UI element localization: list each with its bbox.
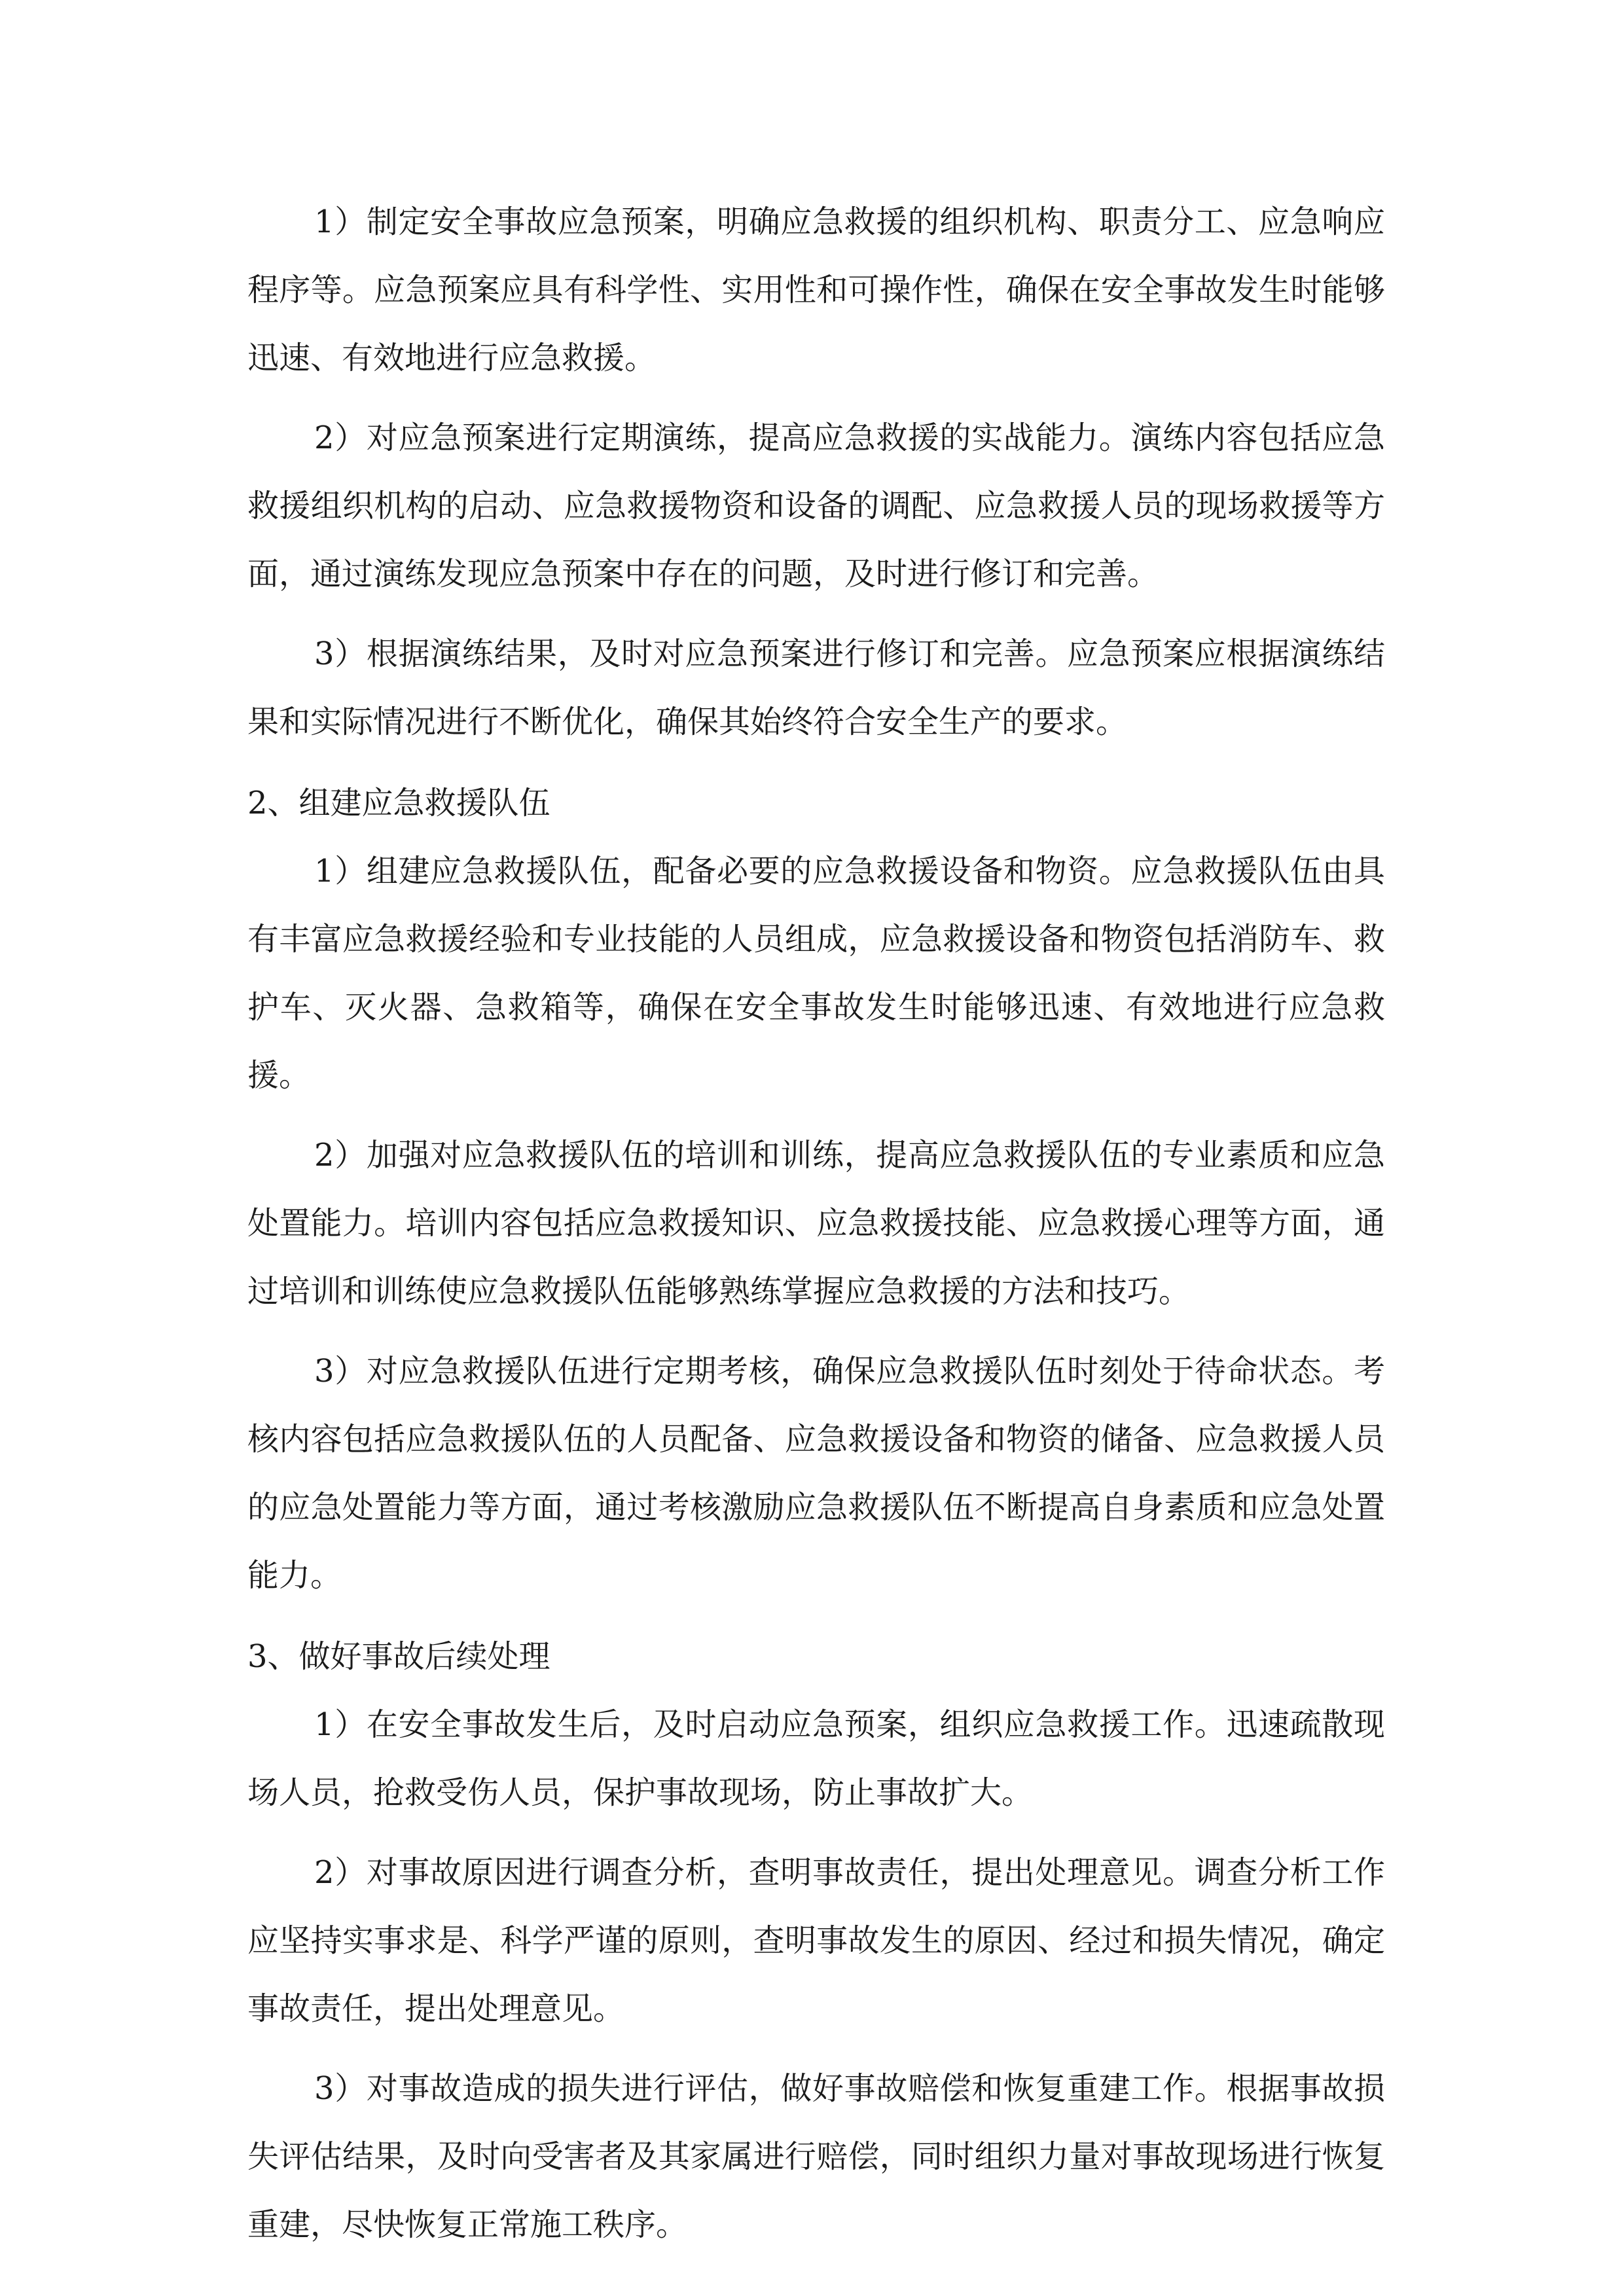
paragraph-1-2: 2）对应急预案进行定期演练，提高应急救援的实战能力。演练内容包括应急救援组织机构的启动、应急救援物资和设备的调配、应急救援人员的现场救援等方面，通过演练发现应急预案中存在的问题，及时进行修订和完善。 <box>247 420 1385 592</box>
document-body <box>247 188 1385 2259</box>
paragraph-2-3: 3）对应急救援队伍进行定期考核，确保应急救援队伍时刻处于待命状态。考核内容包括应急救援队伍的人员配备、应急救援设备和物资的储备、应急救援人员的应急处置能力等方面，通过考核激励应急救援队伍不断提高自身素质和应急处置能力。 <box>247 1353 1385 1594</box>
section-heading-3: 3、做好事故后续处理 <box>247 1638 550 1675</box>
paragraph-1-1: 1）制定安全事故应急预案，明确应急救援的组织机构、职责分工、应急响应程序等。应急预案应具有科学性、实用性和可操作性，确保在安全事故发生时能够迅速、有效地进行应急救援。 <box>247 204 1385 376</box>
paragraph-2-1: 1）组建应急救援队伍，配备必要的应急救援设备和物资。应急救援队伍由具有丰富应急救援经验和专业技能的人员组成，应急救援设备和物资包括消防车、救护车、灭火器、急救箱等，确保在安全事故发生时能够迅速、有效地进行应急救援。 <box>247 853 1385 1094</box>
paragraph-3-1: 1）在安全事故发生后，及时启动应急预案，组织应急救援工作。迅速疏散现场人员，抢救受伤人员，保护事故现场，防止事故扩大。 <box>247 1706 1385 1811</box>
paragraph-3-2: 2）对事故原因进行调查分析，查明事故责任，提出处理意见。调查分析工作应坚持实事求是、科学严谨的原则，查明事故发生的原因、经过和损失情况，确定事故责任，提出处理意见。 <box>247 1854 1385 2027</box>
paragraph-1-3: 3）根据演练结果，及时对应急预案进行修订和完善。应急预案应根据演练结果和实际情况进行不断优化，确保其始终符合安全生产的要求。 <box>247 636 1385 740</box>
paragraph-3-3: 3）对事故造成的损失进行评估，做好事故赔偿和恢复重建工作。根据事故损失评估结果，及时向受害者及其家属进行赔偿，同时组织力量对事故现场进行恢复重建，尽快恢复正常施工秩序。 <box>247 2070 1385 2243</box>
paragraph-2-2: 2）加强对应急救援队伍的培训和训练，提高应急救援队伍的专业素质和应急处置能力。培训内容包括应急救援知识、应急救援技能、应急救援心理等方面，通过培训和训练使应急救援队伍能够熟练掌握应急救援的方法和技巧。 <box>247 1137 1385 1310</box>
section-heading-2: 2、组建应急救援队伍 <box>247 785 550 821</box>
